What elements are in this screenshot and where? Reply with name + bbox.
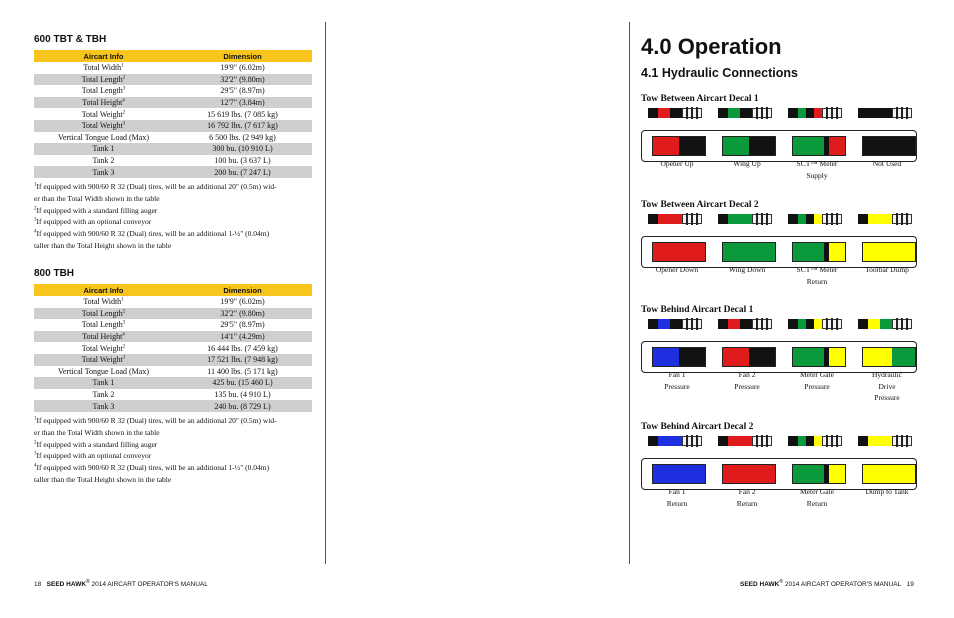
hose-coupler-icon: [718, 106, 776, 120]
left-footer: 18 SEED HAWK® 2014 AIRCART OPERATOR'S MANUAL: [34, 578, 208, 588]
footnote-line: $^1$If equipped with 900/60 R 32 (Dual) tires, will be an additional 20" (0.5m) wid-: [34, 182, 277, 191]
hose-coupler-icon: [858, 212, 916, 226]
footnote-ref: 1: [121, 297, 124, 303]
table-row: [34, 331, 312, 343]
row-value: 14'1" (4.29m): [173, 331, 312, 343]
footnote-line: $^4$If equipped with 900/60 R 32 (Dual) tires, will be an additional 1-½" (0.04m): [34, 229, 270, 239]
row-label: Total Width: [83, 297, 122, 307]
color-code-swatch: [862, 347, 916, 367]
row-value: 200 bu. (7 247 L): [173, 166, 312, 178]
footnote-ref: 4: [122, 332, 125, 338]
footnote-line: taller than the Total Height shown in the table: [34, 474, 172, 484]
color-code-swatch: [792, 347, 846, 367]
hose-function-label: Not Used: [872, 159, 902, 168]
footnote-ref: 1: [121, 63, 124, 69]
dimension-table: [34, 284, 312, 412]
row-label: Total Height: [82, 332, 123, 342]
hose-function-label: Dump to Tank: [865, 487, 909, 496]
footnote-line: $^2$If equipped with a standard filling auger: [34, 205, 158, 215]
hose-coupler-icon: [858, 434, 916, 448]
hose-coupler-icon: [718, 317, 776, 331]
color-code-swatch: [792, 242, 846, 262]
table-row: [34, 308, 312, 320]
table-row: [34, 377, 312, 389]
page-number: 18: [34, 581, 42, 588]
footnote-line: $^2$If equipped with a standard filling auger: [34, 439, 158, 449]
hose-coupler-icon: [858, 317, 916, 331]
hose-coupler-icon: [648, 434, 706, 448]
brand-name: SEED HAWK: [46, 581, 87, 588]
row-label: Tank 3: [92, 167, 115, 177]
row-value: 6 500 lbs. (2 949 kg): [209, 132, 276, 142]
row-value: 19'9" (6.02m): [220, 297, 265, 307]
row-label: Total Weight: [81, 121, 123, 131]
hose-coupler-icon: [648, 317, 706, 331]
footnote-line: $^3$If equipped with an optional conveyor: [34, 217, 152, 227]
row-value: 32'2" (9.80m): [173, 308, 312, 320]
footnote-ref: 2: [122, 110, 126, 116]
table-row: [34, 166, 312, 178]
color-code-swatch: [722, 347, 776, 367]
section-title: 600 TBT & TBH: [34, 34, 107, 45]
table-row: [34, 120, 312, 132]
color-code-swatch: [862, 136, 916, 156]
page-number: 19: [906, 581, 914, 588]
table-row: [34, 155, 312, 167]
hose-coupler-icon: [718, 434, 776, 448]
footnote-ref: 2: [122, 344, 126, 350]
table-row: [34, 97, 312, 109]
decal-title: Tow Between Aircart Decal 1: [641, 94, 759, 104]
row-label: Total Length: [81, 86, 123, 96]
row-label: Total Weight: [81, 343, 123, 353]
row-value: 19'9" (6.02m): [220, 63, 265, 73]
footnote-ref: 4: [122, 98, 125, 104]
page-title: 4.0 Operation: [641, 34, 782, 59]
table-header-cell: Dimension: [173, 50, 312, 62]
right-page-rule: [629, 22, 630, 564]
hose-function-label: Fan 2 Return: [736, 487, 758, 508]
footnote-line: taller than the Total Height shown in the table: [34, 240, 172, 250]
footnote-ref: 2: [122, 309, 126, 315]
row-label: Tank 2: [92, 390, 115, 400]
footnote-ref: 2: [122, 75, 126, 81]
row-label: Tank 3: [92, 401, 115, 411]
table-row: [34, 400, 312, 412]
footnote-line: er than the Total Width shown in the table: [34, 427, 160, 437]
row-label: Total Weight: [81, 109, 123, 119]
color-code-swatch: [862, 464, 916, 484]
footnote-ref: 3: [122, 320, 126, 326]
row-value: 240 bu. (8 729 L): [173, 400, 312, 412]
table-header-cell: Aircart Info: [34, 50, 173, 62]
table-header-cell: Aircart Info: [34, 284, 173, 296]
row-label: Total Height: [82, 98, 123, 108]
hose-function-label: Toolbar Dump: [865, 265, 909, 274]
hose-coupler-icon: [788, 434, 846, 448]
row-value: 425 bu. (15 460 L): [173, 377, 312, 389]
table-header-cell: Dimension: [173, 284, 312, 296]
section-subtitle: 4.1 Hydraulic Connections: [641, 66, 798, 80]
row-label: Total Weight: [81, 355, 123, 365]
footnote-line: $^1$If equipped with 900/60 R 32 (Dual) tires, will be an additional 20" (0.5m) wid-: [34, 416, 277, 425]
row-value: 32'2" (9.80m): [173, 74, 312, 86]
hose-function-label: Meter Gate Pressure: [800, 370, 834, 391]
color-code-swatch: [652, 347, 706, 367]
hose-function-label: Fan 1 Return: [666, 487, 688, 508]
decal-title: Tow Between Aircart Decal 2: [641, 200, 759, 210]
row-value: 29'5" (8.97m): [220, 86, 265, 96]
manual-title: 2014 AIRCART OPERATOR'S MANUAL: [89, 581, 208, 588]
decal-title: Tow Behind Aircart Decal 2: [641, 422, 754, 432]
decal-title: Tow Behind Aircart Decal 1: [641, 305, 754, 315]
hose-function-label: Opener Down: [655, 265, 699, 274]
footnote-ref: 3: [122, 86, 126, 92]
hose-coupler-icon: [648, 212, 706, 226]
footnotes: [34, 181, 314, 252]
row-label: Total Length: [81, 308, 123, 318]
row-label: Total Length: [81, 320, 123, 330]
color-code-swatch: [862, 242, 916, 262]
section-title: 800 TBH: [34, 268, 75, 279]
right-footer: SEED HAWK® 2014 AIRCART OPERATOR'S MANUAL 19: [740, 578, 914, 588]
hose-coupler-icon: [718, 212, 776, 226]
row-label: Total Length: [81, 74, 123, 84]
footnote-ref: 3: [122, 121, 126, 127]
row-value: 29'5" (8.97m): [220, 320, 265, 330]
row-label: Tank 1: [92, 378, 115, 388]
table-row: [34, 366, 312, 378]
table-row: [34, 354, 312, 366]
hose-function-label: Meter Gate Return: [800, 487, 834, 508]
row-value: 15 619 lbs. (7 085 kg): [207, 109, 278, 119]
row-label: Tank 2: [92, 156, 115, 166]
manual-title: 2014 AIRCART OPERATOR'S MANUAL: [783, 581, 902, 588]
table-row: [34, 62, 312, 74]
color-code-swatch: [652, 136, 706, 156]
brand-name: SEED HAWK: [740, 581, 780, 588]
hose-function-label: Hydraulic Drive Pressure: [872, 370, 902, 402]
color-code-swatch: [652, 242, 706, 262]
color-code-swatch: [722, 242, 776, 262]
table-row: [34, 143, 312, 155]
footnote-line: $^4$If equipped with 900/60 R 32 (Dual) tires, will be an additional 1-½" (0.04m): [34, 463, 270, 473]
hose-function-label: Wing Up: [733, 159, 761, 168]
footnote-ref: 3: [122, 355, 126, 361]
row-label: Vertical Tongue Load (Max): [57, 132, 150, 142]
left-page-rule: [325, 22, 326, 564]
table-row: [34, 319, 312, 331]
table-row: [34, 296, 312, 308]
footnotes: [34, 415, 314, 486]
hose-function-label: SCT™ Meter Return: [796, 265, 838, 286]
color-code-swatch: [652, 464, 706, 484]
row-label: Vertical Tongue Load (Max): [57, 366, 150, 376]
color-code-swatch: [722, 464, 776, 484]
table-row: [34, 85, 312, 97]
footnote-line: $^3$If equipped with an optional conveyor: [34, 451, 152, 461]
hose-coupler-icon: [788, 106, 846, 120]
hose-function-label: Opener Up: [660, 159, 694, 168]
row-value: 12'7" (3.84m): [173, 97, 312, 109]
table-row: [34, 74, 312, 86]
hose-function-label: SCT™ Meter Supply: [796, 159, 838, 180]
hose-function-label: Fan 1 Pressure: [664, 370, 690, 391]
hose-coupler-icon: [788, 212, 846, 226]
table-row: [34, 389, 312, 401]
row-value: 17 521 lbs. (7 948 kg): [173, 354, 312, 366]
hose-function-label: Wing Down: [728, 265, 766, 274]
row-value: 300 bu. (10 910 L): [173, 143, 312, 155]
hose-coupler-icon: [788, 317, 846, 331]
row-label: Tank 1: [92, 144, 115, 154]
row-value: 16 444 lbs. (7 459 kg): [207, 343, 278, 353]
row-value: 11 400 lbs. (5 171 kg): [207, 366, 278, 376]
hose-coupler-icon: [858, 106, 916, 120]
row-value: 16 792 lbs. (7 617 kg): [173, 120, 312, 132]
table-row: [34, 132, 312, 144]
hose-function-label: Fan 2 Pressure: [734, 370, 760, 391]
footnote-line: er than the Total Width shown in the table: [34, 193, 160, 203]
dimension-table: [34, 50, 312, 178]
row-value: 100 bu. (3 637 L): [214, 156, 271, 166]
table-row: [34, 108, 312, 120]
color-code-swatch: [722, 136, 776, 156]
color-code-swatch: [792, 136, 846, 156]
row-value: 135 bu. (4 910 L): [214, 390, 271, 400]
table-row: [34, 342, 312, 354]
color-code-swatch: [792, 464, 846, 484]
row-label: Total Width: [83, 63, 122, 73]
hose-coupler-icon: [648, 106, 706, 120]
